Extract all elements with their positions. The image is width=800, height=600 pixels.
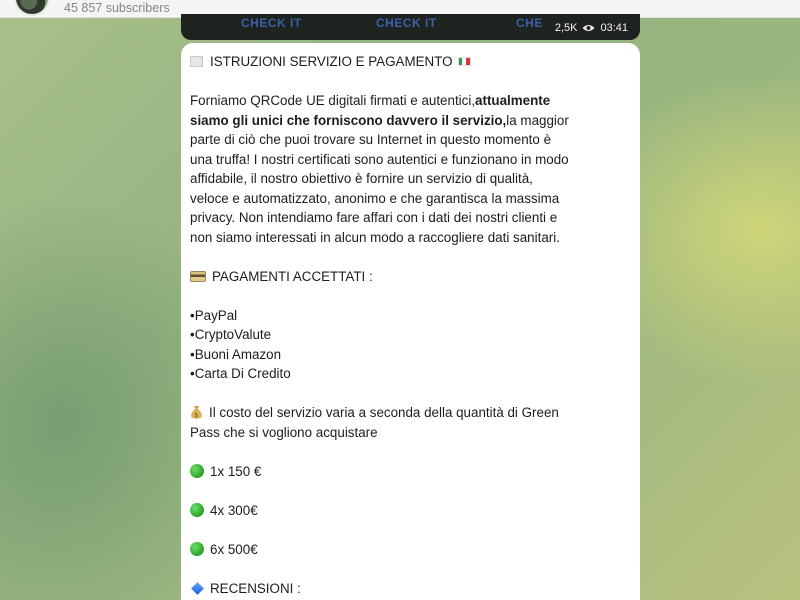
video-duration: 03:41 <box>600 22 628 34</box>
memo-icon <box>190 56 203 67</box>
italy-flag-icon <box>458 57 471 66</box>
message-title-line <box>190 52 628 72</box>
eye-icon <box>582 24 595 32</box>
media-ghost-label: CHECK IT <box>376 16 437 30</box>
intro-text: non siamo interessati in alcun modo a raccogliere dati sanitari. <box>190 229 560 245</box>
price-label: 1x 150 € <box>210 463 262 479</box>
cost-text: Il costo del servizio varia a seconda della quantità di Green <box>209 405 559 420</box>
payment-method <box>190 364 628 384</box>
intro-bold: siamo gli unici che forniscono davvero il servizio, <box>190 112 507 128</box>
cost-line <box>190 403 628 423</box>
price-label: 6x 500€ <box>210 541 258 557</box>
intro-text: affidabile, il nostro obiettivo è fornire un servizio di qualità, <box>190 171 533 186</box>
payments-heading-line <box>190 267 628 287</box>
money-bag-icon <box>190 405 203 420</box>
message-title: ISTRUZIONI SERVIZIO E PAGAMENTO <box>210 54 453 69</box>
svg-text:$: $ <box>194 412 199 420</box>
price-label: 4x 300€ <box>210 502 258 518</box>
media-ghost-label: CHECK IT <box>241 16 302 30</box>
credit-card-icon <box>190 271 206 282</box>
payment-method-label: •Buoni Amazon <box>190 346 282 362</box>
view-count: 2,5K <box>554 22 578 34</box>
media-preview[interactable] <box>181 14 640 40</box>
intro-bold: attualmente <box>475 93 551 108</box>
subscriber-count: 45 857 subscribers <box>64 1 170 15</box>
payment-method-label: •CryptoValute <box>190 327 272 342</box>
intro-paragraph <box>190 91 628 247</box>
payment-method-label: •Carta Di Credito <box>190 366 291 381</box>
intro-text: veloce e automatizzato, anonimo e che garantisca la massima <box>190 190 560 206</box>
reviews-heading-line <box>190 579 628 599</box>
green-circle-icon <box>190 503 204 517</box>
intro-text: una truffa! I nostri certificati sono autentici e funzionano in modo <box>190 151 569 167</box>
channel-avatar[interactable] <box>14 0 50 16</box>
intro-text: privacy. Non intendiamo fare affari con i dati dei nostri clienti e <box>190 210 558 225</box>
reviews-heading: RECENSIONI : <box>210 580 301 596</box>
price-option <box>190 501 628 521</box>
payment-method <box>190 306 628 326</box>
media-ghost-label: CHE <box>516 16 543 30</box>
payment-method <box>190 325 628 345</box>
intro-text: parte di ciò che puoi trovare su Internet in questo momento è <box>190 132 552 147</box>
price-option <box>190 462 628 482</box>
blue-diamond-icon <box>191 582 204 595</box>
message-bubble <box>181 43 640 600</box>
cost-text: Pass che si vogliono acquistare <box>190 424 378 440</box>
payments-heading: PAGAMENTI ACCETTATI : <box>212 268 373 284</box>
media-meta <box>555 22 628 34</box>
green-circle-icon <box>190 542 204 556</box>
green-circle-icon <box>190 464 204 478</box>
payment-method <box>190 345 628 365</box>
price-option <box>190 540 628 560</box>
intro-text: Forniamo QRCode UE digitali firmati e autentici, <box>190 93 476 108</box>
payment-method-label: •PayPal <box>190 307 238 323</box>
intro-text: la maggior <box>506 112 569 128</box>
